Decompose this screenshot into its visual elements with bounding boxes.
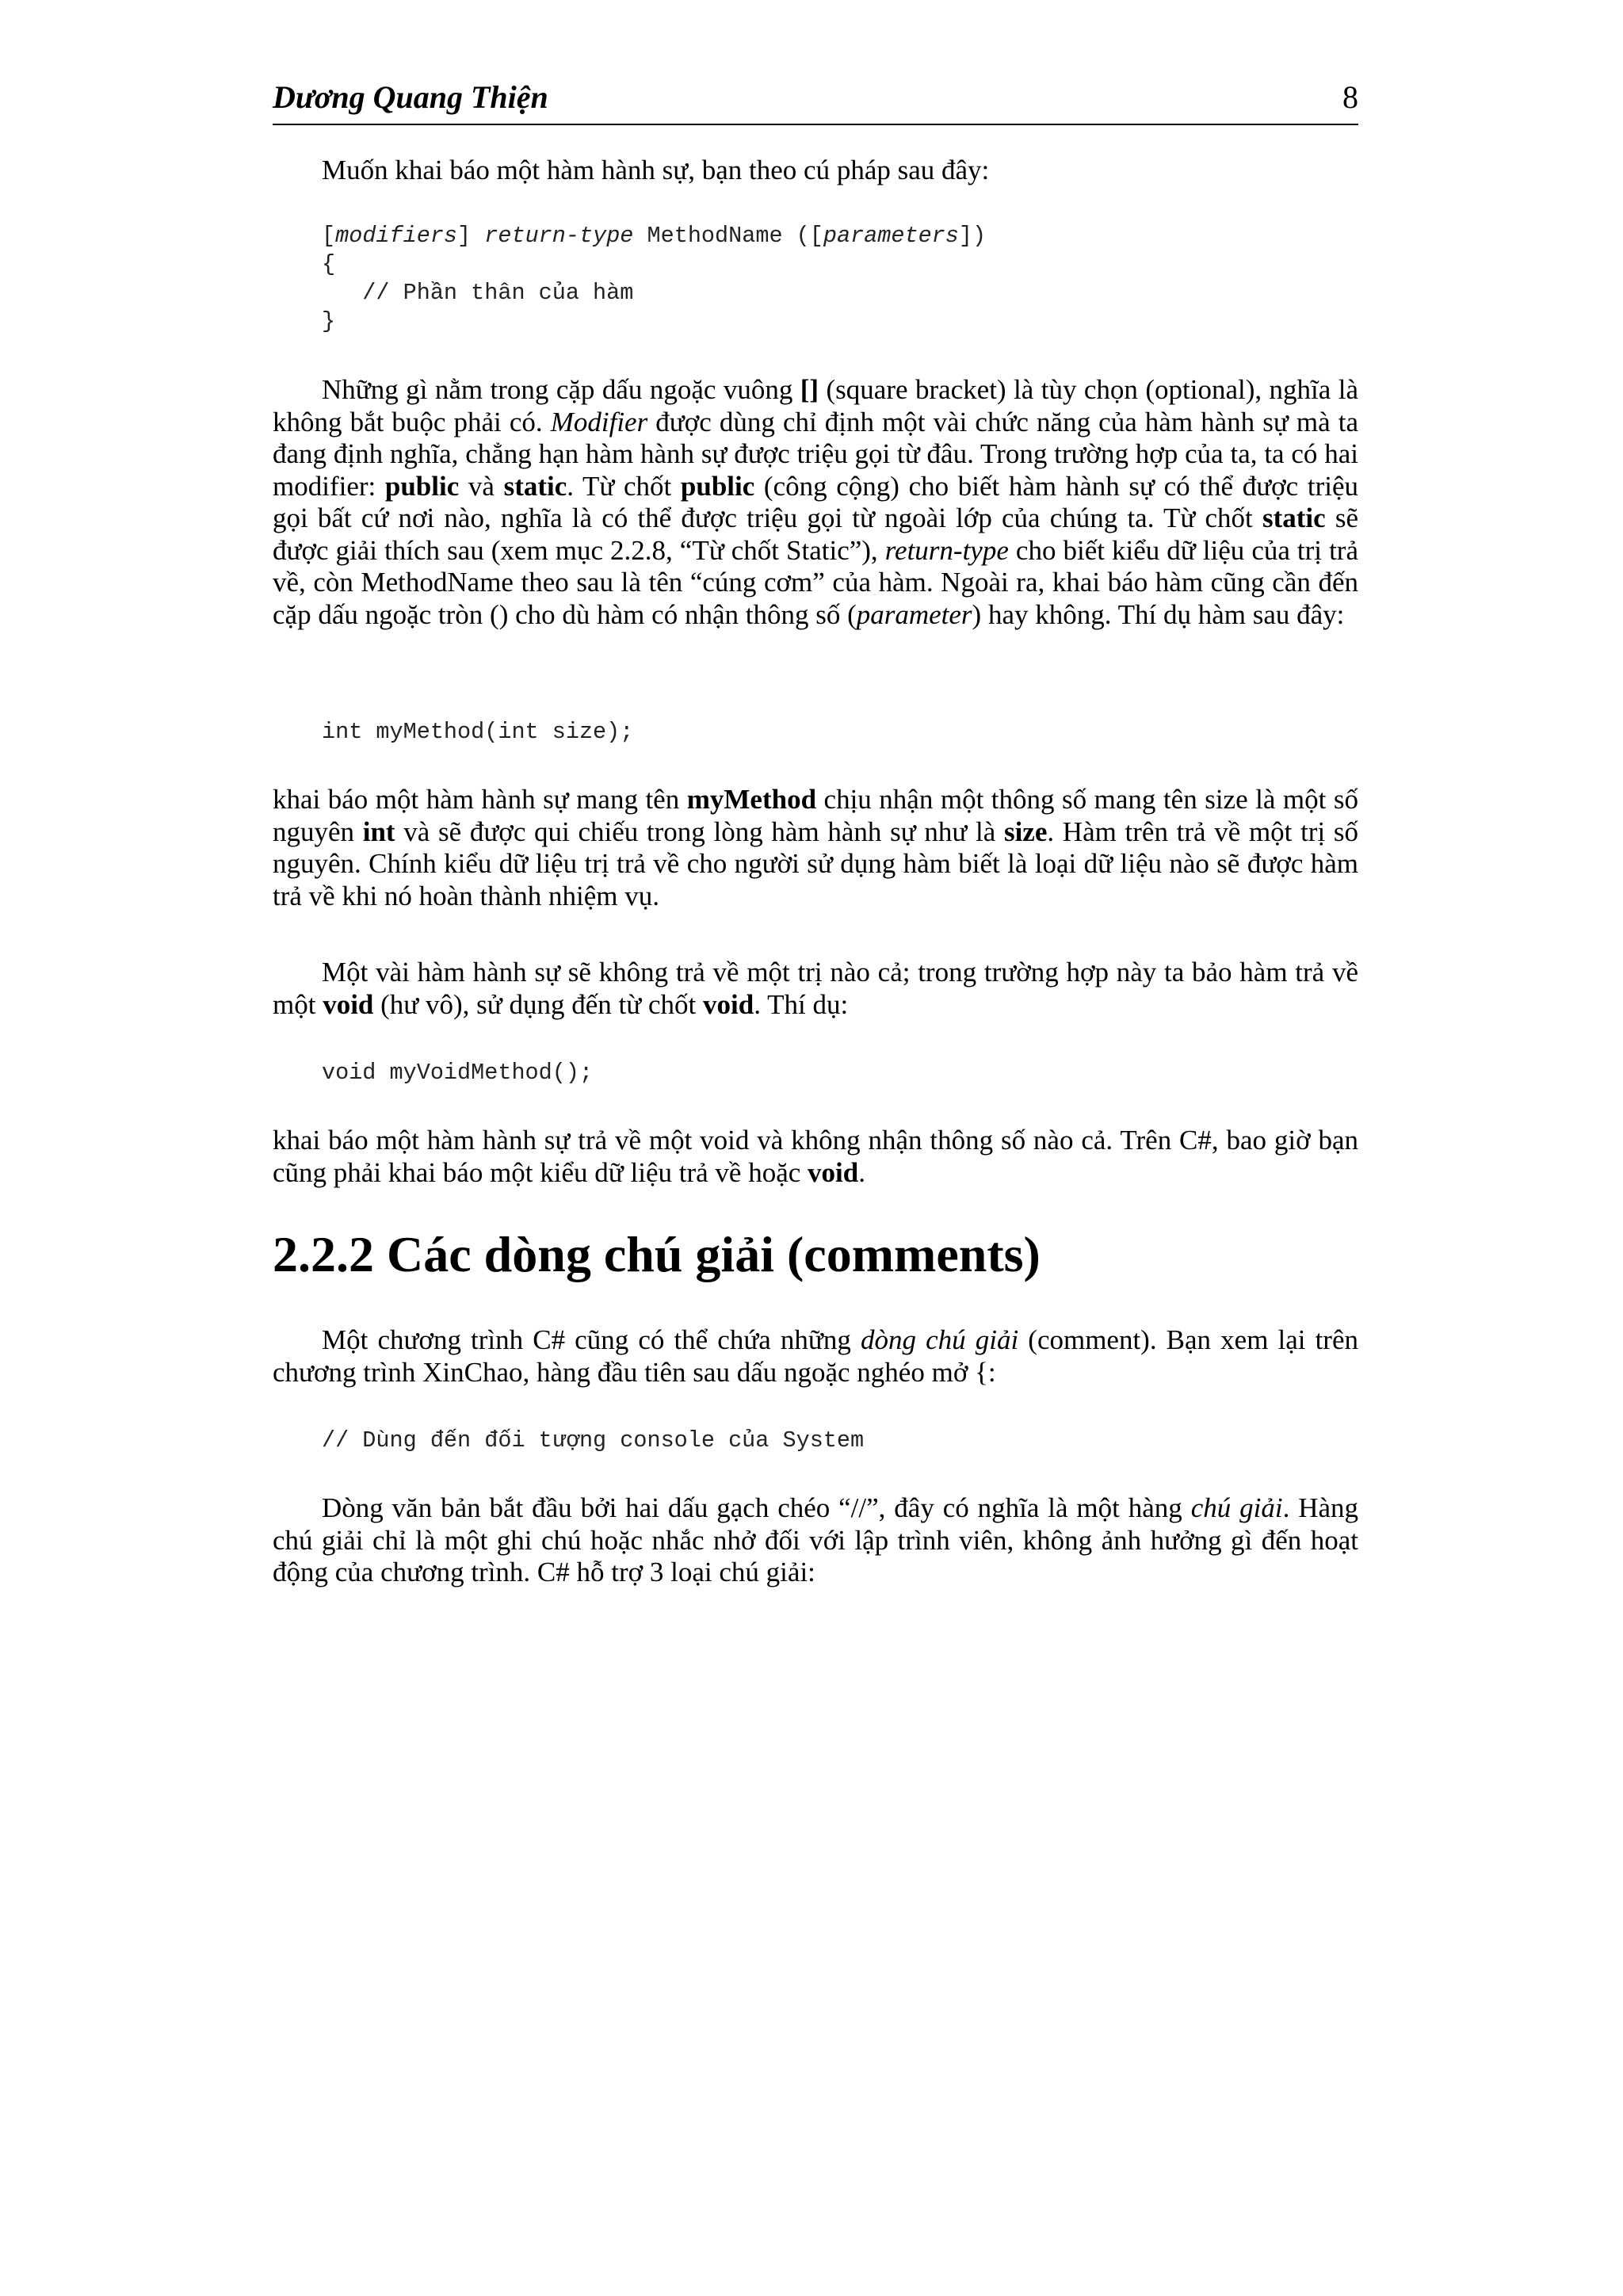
code-placeholder-modifiers: modifiers (335, 223, 458, 249)
page-number: 8 (1342, 79, 1358, 115)
text-run: khai báo một hàm hành sự trả về một void và không nhận thông số nào cả. Trên C#, bao giờ bạn cũng phải khai báo một kiểu dữ liệu trả về hoặc (273, 1125, 1358, 1188)
text-run: được dùng chỉ định một vài chức năng của hàm hành sự mà ta đang định nghĩa, chẳng hạn hàm hành sự được triệu gọi từ đâu. Trong trường hợp của ta, ta có hai modifier: (273, 406, 1358, 502)
text-run: (công cộng) cho biết hàm hành sự có thể được triệu gọi bất cứ nơi nào, nghĩa là có thể được triệu gọi từ ngoài lớp của chúng ta. Từ chốt (273, 470, 1358, 533)
italic-term: parameter (856, 598, 972, 630)
text-run: chịu nhận một thông số mang tên size là một số nguyên (273, 784, 1358, 847)
bold-term: static (1262, 502, 1326, 533)
text-run: . Hàm trên trả về một trị số nguyên. Chính kiểu dữ liệu trị trả về cho người sử dụng hàm biết là loại dữ liệu nào sẽ được hàm trả về khi nó hoàn thành nhiệm vụ. (273, 816, 1358, 911)
bold-term: public (384, 470, 460, 502)
paragraph-void-intro (273, 957, 1358, 1021)
text-run: Dòng văn bản bắt đầu bởi hai dấu gạch chéo “//”, đây có nghĩa là một hàng (322, 1492, 1191, 1523)
bold-term: int (362, 816, 395, 847)
code-text: MethodName ([ (647, 223, 823, 249)
text-run: . Thí dụ: (754, 988, 849, 1020)
paragraph-modifiers (273, 374, 1358, 631)
code-block-comment-example: // Dùng đến đối tượng console của System (322, 1427, 865, 1454)
code-text: ]) (958, 223, 987, 249)
code-placeholder-return-type: return-type (484, 223, 634, 249)
paragraph-syntax-intro: Muốn khai báo một hàm hành sự, bạn theo cú pháp sau đây: (322, 155, 990, 185)
text-run: (comment). Bạn xem lại trên chương trình XinChao, hàng đầu tiên sau dấu ngoặc nghéo mở {: (273, 1324, 1358, 1388)
bold-term: myMethod (686, 784, 817, 815)
code-text: [ (322, 223, 336, 249)
italic-term: Modifier (550, 406, 648, 437)
text-run: Những gì nằm trong cặp dấu ngoặc vuông (322, 374, 800, 405)
text-run: (square bracket) là tùy chọn (optional), nghĩa là không bắt buộc phải có. (273, 374, 1358, 437)
italic-term: chú giải (1190, 1492, 1283, 1523)
italic-term: return-type (884, 534, 1009, 566)
bold-term: void (703, 988, 754, 1020)
code-line: // Phần thân của hàm (322, 280, 634, 306)
header-author: Dương Quang Thiện (273, 79, 548, 115)
italic-term: dòng chú giải (861, 1324, 1019, 1355)
text-run: và (459, 470, 504, 502)
code-text: ] (457, 223, 472, 249)
text-run: (hư vô), sử dụng đến từ chốt (373, 988, 704, 1020)
code-line: { (322, 251, 336, 277)
bold-term: static (503, 470, 567, 502)
text-run: ) hay không. Thí dụ hàm sau đây: (972, 598, 1345, 630)
bold-term: void (323, 988, 374, 1020)
code-block-mymethod: int myMethod(int size); (322, 719, 634, 745)
code-block-method-syntax (322, 222, 986, 336)
code-placeholder-parameters: parameters (823, 223, 959, 249)
text-run: . Hàng chú giải chỉ là một ghi chú hoặc nhắc nhở đối với lập trình viên, không ảnh hưởng gì đến hoạt động của chương trình. C# hỗ trợ 3 loại chú giải: (273, 1492, 1359, 1587)
bold-term: [] (800, 374, 819, 405)
bold-term: public (680, 470, 755, 502)
paragraph-void-explanation (273, 1125, 1358, 1189)
text-run: Một vài hàm hành sự sẽ không trả về một trị nào cả; trong trường hợp này ta bảo hàm trả về một (273, 957, 1358, 1020)
bold-term: void (808, 1156, 859, 1188)
bold-term: size (1003, 816, 1048, 847)
text-run: . Từ chốt (567, 470, 681, 502)
text-run: cho biết kiểu dữ liệu của trị trả về, còn MethodName theo sau là tên “cúng cơm” của hàm. Ngoài ra, khai báo hàm cũng cần đến cặp dấu ngoặc tròn () cho dù hàm có nhận thông số ( (273, 534, 1358, 630)
page-header (273, 78, 1358, 125)
code-block-myvoidmethod: void myVoidMethod(); (322, 1060, 594, 1086)
section-heading: 2.2.2 Các dòng chú giải (comments) (273, 1226, 1041, 1282)
paragraph-comments-explanation (273, 1492, 1358, 1589)
code-line: } (322, 308, 336, 334)
paragraph-comments-intro (273, 1324, 1358, 1389)
text-run: Một chương trình C# cũng có thể chứa những (322, 1324, 861, 1355)
text-run: và sẽ được qui chiếu trong lòng hàm hành sự như là (395, 816, 1004, 847)
text-run: . (858, 1156, 865, 1188)
text-run: khai báo một hàm hành sự mang tên (273, 784, 687, 815)
text-run: sẽ được giải thích sau (xem mục 2.2.8, “Từ chốt Static”), (273, 502, 1359, 566)
paragraph-mymethod-explanation (273, 784, 1358, 912)
